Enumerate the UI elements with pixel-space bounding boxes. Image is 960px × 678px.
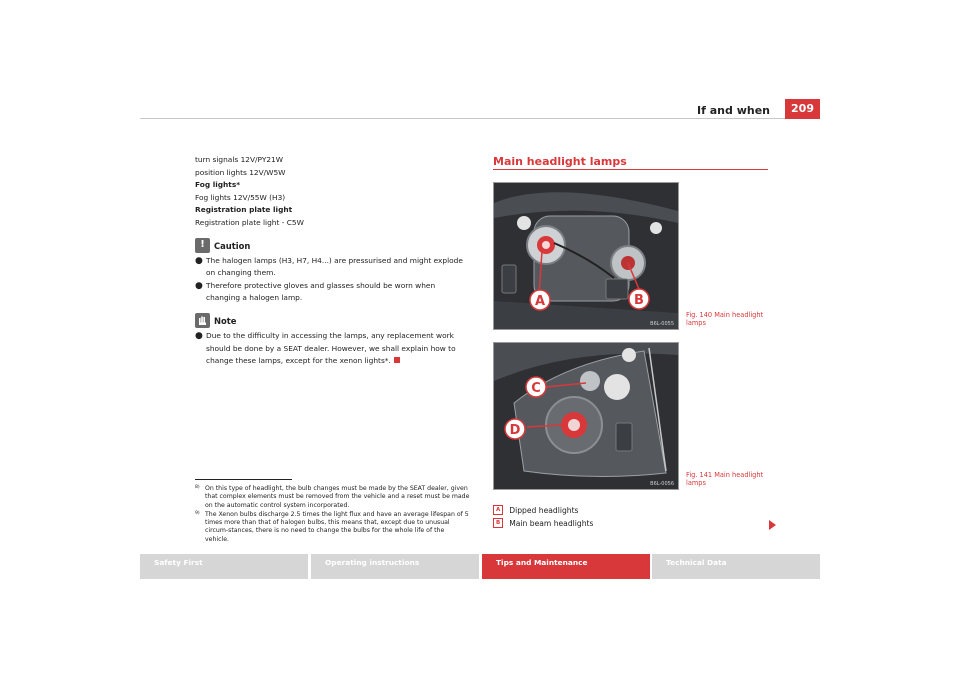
footnote — [195, 485, 470, 510]
figure-141 — [493, 342, 679, 490]
note-title: Note — [214, 316, 237, 327]
list-item — [195, 280, 470, 305]
caution-box — [195, 238, 470, 305]
arrow-right-icon[interactable] — [769, 520, 776, 530]
footnotes — [195, 485, 470, 545]
note-box — [195, 313, 470, 368]
callout-label: C — [531, 381, 541, 396]
note-item — [206, 330, 470, 368]
text-line: Registration plate light - C5W — [195, 217, 304, 227]
list-item — [195, 330, 470, 368]
footnote — [195, 511, 470, 544]
figure-caption: Fig. 140 Main headlight lamps — [686, 311, 764, 327]
section-heading-rule — [493, 169, 768, 170]
footnote-text: On this type of headlight, the bulb changes must be made by the SEAT dealer, given that complex elements must be removed from the vehicle and a reset must be made on the automatic control system incorporated. — [205, 485, 470, 509]
note-hand-icon — [195, 313, 210, 328]
caution-text: The halogen lamps (H3, H7, H4...) are pressurised and might explode on changing them. — [206, 255, 463, 278]
legend-text: Dipped headlights — [509, 505, 579, 515]
legend-key: B — [493, 518, 503, 528]
footnote-mark: 9) — [195, 510, 200, 516]
left-column — [195, 154, 470, 368]
nav-technical-data[interactable]: Technical Data — [652, 554, 820, 579]
nav-operating-instructions[interactable]: Operating instructions — [311, 554, 479, 579]
legend-text: Main beam headlights — [509, 518, 594, 528]
list-item — [195, 255, 470, 280]
registration-heading: Registration plate light — [195, 205, 293, 215]
figure-code: B6L-0056 — [650, 481, 674, 487]
nav-tips-and-maintenance[interactable]: Tips and Maintenance — [482, 554, 650, 579]
callout-label: D — [509, 423, 521, 438]
text-line: Fog lights 12V/55W (H3) — [195, 192, 286, 202]
fog-heading: Fog lights* — [195, 180, 241, 190]
legend-key: A — [493, 505, 503, 515]
text-line: turn signals 12V/PY21W — [195, 155, 284, 164]
footnote-text: The Xenon bulbs discharge 2.5 times the light flux and have an average lifespan of 5 times more than that of halogen bulbs, this means that, except due to unusual circum-stances, there is no need to change the bulbs for the whole life of the vehicle. — [205, 510, 469, 543]
page-number: 209 — [785, 99, 820, 119]
legend-item — [493, 518, 593, 528]
note-header — [195, 313, 470, 328]
page-section-title: If and when — [697, 104, 770, 117]
figure-140 — [493, 182, 679, 330]
figure-code: B6L-0055 — [650, 321, 674, 327]
end-mark-icon — [394, 357, 400, 363]
nav-safety-first[interactable]: Safety First — [140, 554, 308, 579]
note-text: Due to the difficulty in accessing the lamps, any replacement work should be done by a SEAT dealer. However, we shall explain how to change these lamps, except for the xenon lights*. — [206, 330, 456, 366]
callout-label: A — [534, 294, 546, 309]
figure-caption: Fig. 141 Main headlight lamps — [686, 471, 764, 487]
caution-title: Caution — [214, 240, 251, 251]
footnote-mark: 8) — [195, 485, 200, 490]
caution-text: Therefore protective gloves and glasses should be worn when changing a halogen lamp. — [206, 280, 436, 303]
text-line: position lights 12V/W5W — [195, 167, 286, 177]
caution-header — [195, 238, 470, 253]
header-rule — [140, 118, 820, 119]
section-heading: Main headlight lamps — [493, 155, 627, 168]
exclamation-icon: ! — [195, 238, 210, 253]
bullet-icon: ● — [195, 330, 203, 341]
bullet-icon: ● — [195, 280, 203, 291]
footnote-rule — [195, 479, 292, 480]
legend-item — [493, 505, 579, 515]
headlight-front-illustration — [494, 343, 678, 489]
bullet-icon: ● — [195, 255, 203, 266]
callout-label: B — [634, 293, 644, 308]
headlight-rear-illustration — [494, 183, 678, 329]
